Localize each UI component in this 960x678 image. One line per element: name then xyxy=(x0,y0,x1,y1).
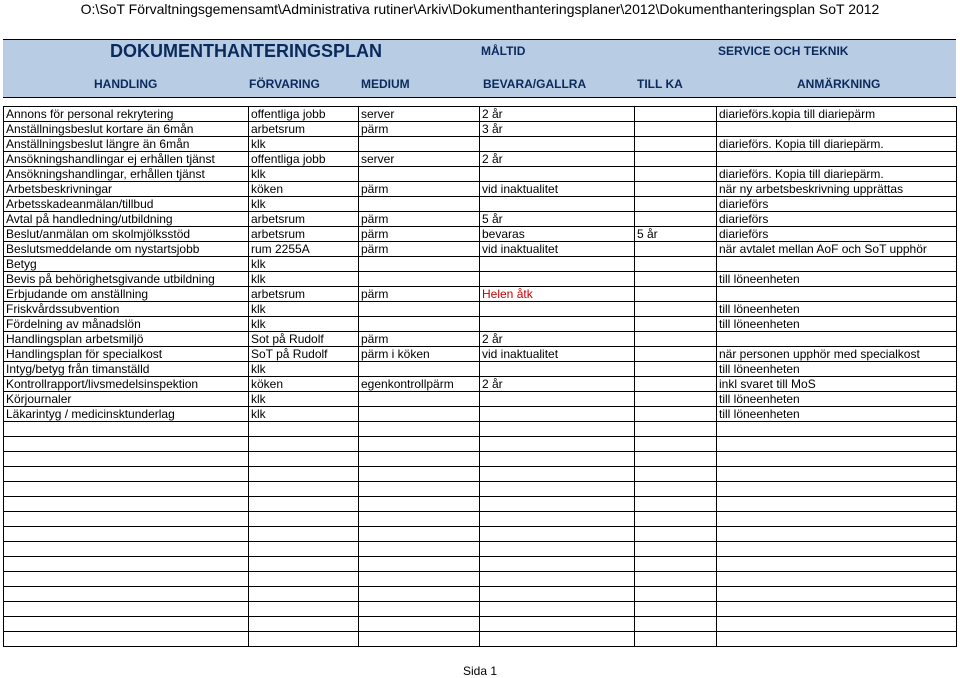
empty-table-cell xyxy=(717,572,957,587)
empty-table-cell xyxy=(359,632,480,647)
table-cell xyxy=(359,392,480,407)
empty-table-cell xyxy=(359,422,480,437)
empty-table-cell xyxy=(249,557,359,572)
empty-table-row xyxy=(4,437,957,452)
empty-table-row xyxy=(4,527,957,542)
empty-table-cell xyxy=(635,467,717,482)
empty-table-cell xyxy=(717,452,957,467)
table-row xyxy=(4,167,957,182)
empty-table-cell xyxy=(359,482,480,497)
empty-table-cell xyxy=(480,617,635,632)
table-cell xyxy=(635,407,717,422)
table-row xyxy=(4,332,957,347)
table-cell: Körjournaler xyxy=(4,392,249,407)
empty-table-cell xyxy=(717,497,957,512)
empty-table-row xyxy=(4,512,957,527)
empty-table-row xyxy=(4,572,957,587)
table-cell: Handlingsplan arbetsmiljö xyxy=(4,332,249,347)
empty-table-row xyxy=(4,632,957,647)
table-cell xyxy=(359,362,480,377)
table-cell xyxy=(480,257,635,272)
table-cell: diarieförs. Kopia till diariepärm. xyxy=(717,167,957,182)
empty-table-cell xyxy=(4,557,249,572)
empty-table-cell xyxy=(635,617,717,632)
table-cell: klk xyxy=(249,302,359,317)
empty-table-cell xyxy=(635,437,717,452)
empty-table-cell xyxy=(4,497,249,512)
empty-table-row xyxy=(4,467,957,482)
empty-table-cell xyxy=(717,632,957,647)
table-cell: SoT på Rudolf xyxy=(249,347,359,362)
table-cell: 2 år xyxy=(480,152,635,167)
empty-table-cell xyxy=(249,497,359,512)
table-cell: Anställningsbeslut kortare än 6mån xyxy=(4,122,249,137)
table-cell xyxy=(717,287,957,302)
table-cell xyxy=(359,407,480,422)
empty-table-cell xyxy=(480,452,635,467)
table-cell xyxy=(635,332,717,347)
table-cell: klk xyxy=(249,317,359,332)
empty-table-row xyxy=(4,587,957,602)
empty-table-cell xyxy=(4,602,249,617)
empty-table-cell xyxy=(480,467,635,482)
table-cell xyxy=(717,332,957,347)
empty-table-row xyxy=(4,452,957,467)
table-cell: pärm xyxy=(359,242,480,257)
empty-table-cell xyxy=(249,512,359,527)
table-cell xyxy=(359,317,480,332)
empty-table-cell xyxy=(717,617,957,632)
empty-table-cell xyxy=(480,497,635,512)
plan-title: DOKUMENTHANTERINGSPLAN xyxy=(110,41,382,61)
empty-table-cell xyxy=(359,557,480,572)
table-cell: när personen upphör med specialkost xyxy=(717,347,957,362)
empty-table-cell xyxy=(717,512,957,527)
empty-table-cell xyxy=(4,512,249,527)
table-cell: Ansökningshandlingar, erhållen tjänst xyxy=(4,167,249,182)
table-cell: Anställningsbeslut längre än 6mån xyxy=(4,137,249,152)
empty-table-cell xyxy=(480,602,635,617)
empty-table-row xyxy=(4,422,957,437)
table-cell: klk xyxy=(249,392,359,407)
empty-table-cell xyxy=(717,587,957,602)
empty-table-cell xyxy=(4,527,249,542)
table-cell xyxy=(480,317,635,332)
empty-table-cell xyxy=(635,572,717,587)
column-header-handling: HANDLING xyxy=(94,77,158,91)
table-cell: vid inaktualitet xyxy=(480,242,635,257)
table-row xyxy=(4,152,957,167)
table-cell: arbetsrum xyxy=(249,122,359,137)
table-cell: 2 år xyxy=(480,107,635,122)
table-cell xyxy=(635,137,717,152)
table-cell: rum 2255A xyxy=(249,242,359,257)
department-name: SERVICE OCH TEKNIK xyxy=(718,44,849,58)
table-cell xyxy=(635,317,717,332)
table-cell: diarieförs. Kopia till diariepärm. xyxy=(717,137,957,152)
table-row xyxy=(4,287,957,302)
table-cell: diarieförs xyxy=(717,212,957,227)
table-cell: köken xyxy=(249,182,359,197)
table-cell: offentliga jobb xyxy=(249,152,359,167)
table-row xyxy=(4,212,957,227)
table-row xyxy=(4,407,957,422)
column-header-till-ka: TILL KA xyxy=(637,77,683,91)
empty-table-cell xyxy=(249,587,359,602)
table-cell: 2 år xyxy=(480,377,635,392)
table-cell xyxy=(717,152,957,167)
table-cell: Intyg/betyg från timanställd xyxy=(4,362,249,377)
table-cell: Sot på Rudolf xyxy=(249,332,359,347)
table-cell: till löneenheten xyxy=(717,317,957,332)
table-cell: pärm xyxy=(359,227,480,242)
empty-table-cell xyxy=(249,422,359,437)
table-row xyxy=(4,107,957,122)
table-row xyxy=(4,137,957,152)
empty-table-cell xyxy=(635,557,717,572)
table-cell xyxy=(359,167,480,182)
empty-table-cell xyxy=(359,437,480,452)
empty-table-cell xyxy=(249,632,359,647)
table-cell: Läkarintyg / medicinsktunderlag xyxy=(4,407,249,422)
empty-table-cell xyxy=(249,542,359,557)
empty-table-cell xyxy=(717,527,957,542)
table-cell: Fördelning av månadslön xyxy=(4,317,249,332)
table-cell: Beslutsmeddelande om nystartsjobb xyxy=(4,242,249,257)
table-cell: egenkontrollpärm xyxy=(359,377,480,392)
empty-table-cell xyxy=(635,527,717,542)
table-cell: inkl svaret till MoS xyxy=(717,377,957,392)
empty-table-cell xyxy=(4,632,249,647)
table-cell xyxy=(635,212,717,227)
empty-table-cell xyxy=(480,437,635,452)
table-cell xyxy=(635,122,717,137)
table-cell xyxy=(359,137,480,152)
table-cell xyxy=(635,242,717,257)
column-header-forvaring: FÖRVARING xyxy=(249,77,320,91)
table-cell: Arbetsbeskrivningar xyxy=(4,182,249,197)
empty-table-cell xyxy=(4,542,249,557)
table-cell: pärm xyxy=(359,287,480,302)
empty-table-cell xyxy=(717,422,957,437)
table-cell xyxy=(635,287,717,302)
empty-table-cell xyxy=(717,602,957,617)
table-cell: till löneenheten xyxy=(717,362,957,377)
empty-table-cell xyxy=(635,602,717,617)
table-row xyxy=(4,347,957,362)
empty-table-cell xyxy=(359,617,480,632)
empty-table-cell xyxy=(249,452,359,467)
empty-table-cell xyxy=(4,452,249,467)
empty-table-cell xyxy=(480,527,635,542)
table-cell: pärm xyxy=(359,122,480,137)
table-cell: diarieförs xyxy=(717,197,957,212)
empty-table-cell xyxy=(717,482,957,497)
table-cell: Betyg xyxy=(4,257,249,272)
table-cell: 2 år xyxy=(480,332,635,347)
table-cell: till löneenheten xyxy=(717,392,957,407)
table-row xyxy=(4,272,957,287)
empty-table-row xyxy=(4,557,957,572)
table-cell: pärm xyxy=(359,332,480,347)
empty-table-cell xyxy=(4,482,249,497)
table-cell xyxy=(635,257,717,272)
table-row xyxy=(4,377,957,392)
table-cell: arbetsrum xyxy=(249,287,359,302)
empty-table-cell xyxy=(359,527,480,542)
empty-table-cell xyxy=(480,422,635,437)
table-cell: offentliga jobb xyxy=(249,107,359,122)
empty-table-cell xyxy=(359,497,480,512)
empty-table-cell xyxy=(359,542,480,557)
table-cell: Bevis på behörighetsgivande utbildning xyxy=(4,272,249,287)
table-cell: bevaras xyxy=(480,227,635,242)
table-cell: Friskvårdssubvention xyxy=(4,302,249,317)
table-cell: klk xyxy=(249,407,359,422)
table-cell: arbetsrum xyxy=(249,212,359,227)
table-cell xyxy=(635,272,717,287)
table-cell: till löneenheten xyxy=(717,272,957,287)
empty-table-cell xyxy=(4,572,249,587)
table-row xyxy=(4,242,957,257)
table-cell xyxy=(635,167,717,182)
table-cell: klk xyxy=(249,137,359,152)
empty-table-cell xyxy=(717,542,957,557)
empty-table-cell xyxy=(359,602,480,617)
document-table xyxy=(3,106,957,647)
table-row xyxy=(4,257,957,272)
empty-table-cell xyxy=(249,602,359,617)
empty-table-cell xyxy=(249,467,359,482)
column-header-anmarkning: ANMÄRKNING xyxy=(797,77,881,91)
table-cell xyxy=(480,197,635,212)
table-cell xyxy=(635,182,717,197)
empty-table-cell xyxy=(249,527,359,542)
empty-table-cell xyxy=(635,497,717,512)
table-cell: Helen åtk xyxy=(480,287,635,302)
table-cell xyxy=(359,257,480,272)
table-row xyxy=(4,302,957,317)
table-cell: vid inaktualitet xyxy=(480,347,635,362)
empty-table-cell xyxy=(717,467,957,482)
table-cell: Kontrollrapport/livsmedelsinspektion xyxy=(4,377,249,392)
table-cell xyxy=(635,197,717,212)
empty-table-cell xyxy=(359,452,480,467)
table-cell xyxy=(635,152,717,167)
table-cell xyxy=(359,302,480,317)
table-cell: arbetsrum xyxy=(249,227,359,242)
table-cell: Annons för personal rekrytering xyxy=(4,107,249,122)
table-cell: Erbjudande om anställning xyxy=(4,287,249,302)
table-cell: pärm xyxy=(359,182,480,197)
empty-table-cell xyxy=(249,617,359,632)
column-header-medium: MEDIUM xyxy=(361,77,410,91)
table-row xyxy=(4,362,957,377)
empty-table-row xyxy=(4,617,957,632)
empty-table-cell xyxy=(635,482,717,497)
empty-table-cell xyxy=(480,482,635,497)
empty-table-row xyxy=(4,482,957,497)
table-cell xyxy=(480,407,635,422)
empty-table-cell xyxy=(480,512,635,527)
table-cell: diarieförs.kopia till diariepärm xyxy=(717,107,957,122)
table-cell: 3 år xyxy=(480,122,635,137)
empty-table-row xyxy=(4,497,957,512)
table-cell: 5 år xyxy=(480,212,635,227)
table-cell xyxy=(480,137,635,152)
empty-table-cell xyxy=(480,542,635,557)
empty-table-cell xyxy=(4,422,249,437)
empty-table-cell xyxy=(635,422,717,437)
empty-table-row xyxy=(4,602,957,617)
table-row xyxy=(4,122,957,137)
table-cell xyxy=(717,257,957,272)
unit-name: MÅLTID xyxy=(481,44,526,58)
table-cell xyxy=(480,392,635,407)
empty-table-cell xyxy=(480,587,635,602)
empty-table-cell xyxy=(4,617,249,632)
empty-table-cell xyxy=(249,437,359,452)
table-cell xyxy=(635,347,717,362)
table-row xyxy=(4,317,957,332)
table-cell: när avtalet mellan AoF och SoT upphör xyxy=(717,242,957,257)
empty-table-cell xyxy=(4,587,249,602)
empty-table-cell xyxy=(635,512,717,527)
table-cell xyxy=(635,302,717,317)
empty-table-cell xyxy=(717,557,957,572)
empty-table-cell xyxy=(249,482,359,497)
table-cell: till löneenheten xyxy=(717,302,957,317)
table-cell: pärm xyxy=(359,212,480,227)
empty-table-cell xyxy=(4,437,249,452)
empty-table-cell xyxy=(717,437,957,452)
table-cell: server xyxy=(359,107,480,122)
table-cell xyxy=(480,167,635,182)
table-cell: Ansökningshandlingar ej erhållen tjänst xyxy=(4,152,249,167)
table-cell xyxy=(717,122,957,137)
table-cell xyxy=(635,107,717,122)
table-cell: klk xyxy=(249,197,359,212)
table-cell xyxy=(480,362,635,377)
column-header-bevara-gallra: BEVARA/GALLRA xyxy=(483,77,587,91)
table-cell xyxy=(359,197,480,212)
empty-table-cell xyxy=(635,587,717,602)
table-cell: när ny arbetsbeskrivning upprättas xyxy=(717,182,957,197)
empty-table-row xyxy=(4,542,957,557)
table-cell xyxy=(635,362,717,377)
empty-table-cell xyxy=(359,512,480,527)
table-row xyxy=(4,197,957,212)
empty-table-cell xyxy=(480,572,635,587)
table-row xyxy=(4,227,957,242)
empty-table-cell xyxy=(635,452,717,467)
table-cell: Avtal på handledning/utbildning xyxy=(4,212,249,227)
empty-table-cell xyxy=(359,467,480,482)
empty-table-cell xyxy=(480,632,635,647)
empty-table-cell xyxy=(480,557,635,572)
page-number: Sida 1 xyxy=(462,664,498,678)
table-cell: server xyxy=(359,152,480,167)
file-path: O:\SoT Förvaltningsgemensamt\Administrativa rutiner\Arkiv\Dokumenthanteringsplaner\2012\Dokumenthanteringsplan SoT 2012 xyxy=(80,1,880,17)
table-cell: Arbetsskadeanmälan/tillbud xyxy=(4,197,249,212)
table-row xyxy=(4,392,957,407)
table-cell: vid inaktualitet xyxy=(480,182,635,197)
table-row xyxy=(4,182,957,197)
table-cell: Beslut/anmälan om skolmjölksstöd xyxy=(4,227,249,242)
table-cell xyxy=(635,377,717,392)
empty-table-cell xyxy=(4,467,249,482)
empty-table-cell xyxy=(635,542,717,557)
table-cell: klk xyxy=(249,257,359,272)
empty-table-cell xyxy=(635,632,717,647)
table-cell: 5 år xyxy=(635,227,717,242)
empty-table-cell xyxy=(359,572,480,587)
table-cell xyxy=(359,272,480,287)
empty-table-cell xyxy=(359,587,480,602)
table-cell xyxy=(480,272,635,287)
table-cell: klk xyxy=(249,272,359,287)
table-cell: klk xyxy=(249,167,359,182)
table-cell xyxy=(635,392,717,407)
table-cell: till löneenheten xyxy=(717,407,957,422)
plan-header xyxy=(3,39,956,98)
table-cell: klk xyxy=(249,362,359,377)
table-cell: pärm i köken xyxy=(359,347,480,362)
table-cell: Handlingsplan för specialkost xyxy=(4,347,249,362)
table-cell: diarieförs xyxy=(717,227,957,242)
table-cell: köken xyxy=(249,377,359,392)
table-cell xyxy=(480,302,635,317)
empty-table-cell xyxy=(249,572,359,587)
